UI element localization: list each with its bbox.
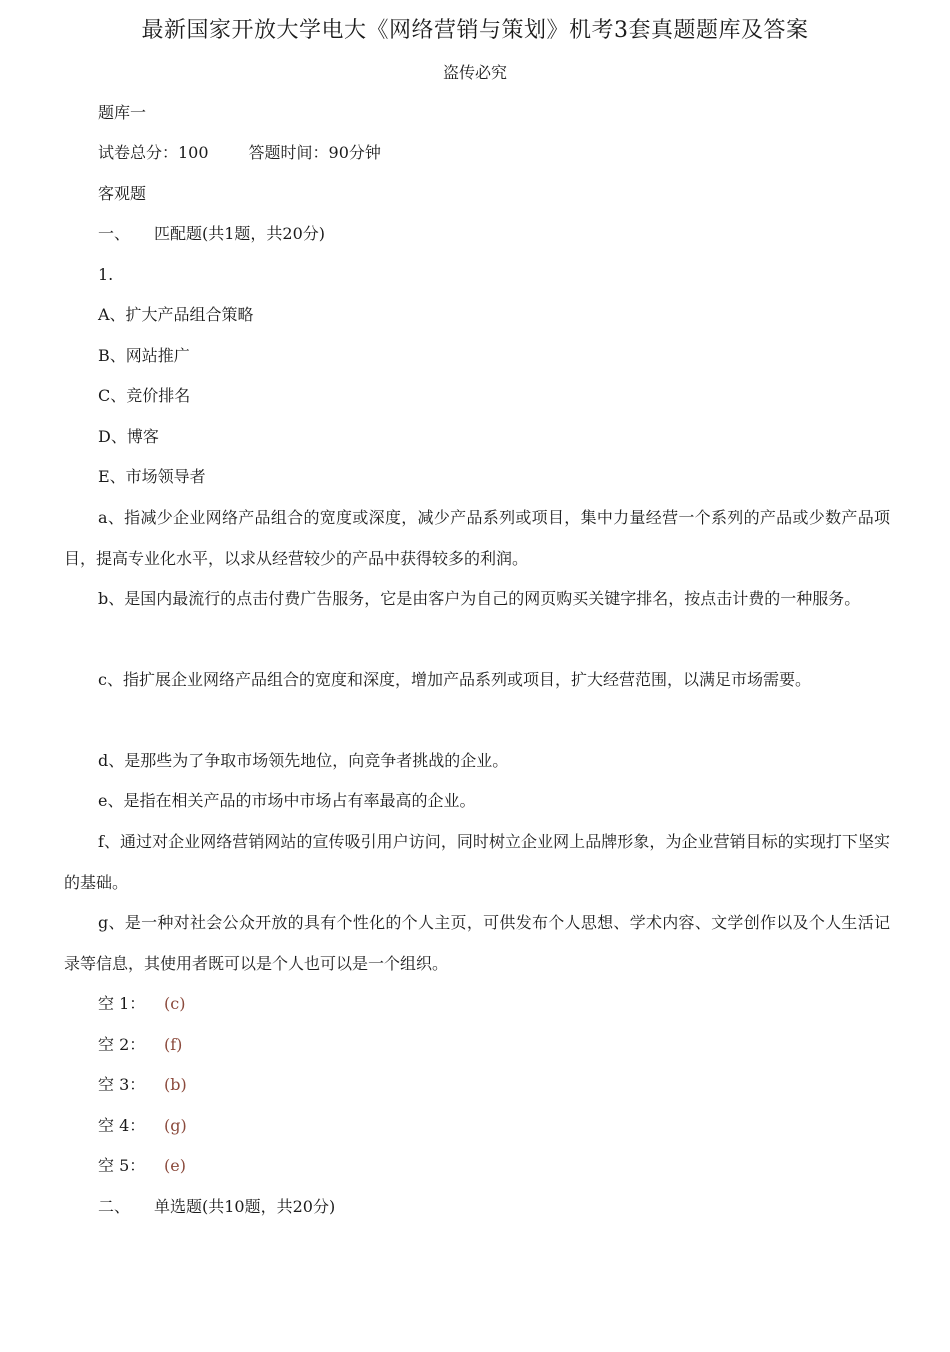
description-g: g、是一种对社会公众开放的具有个性化的个人主页，可供发布个人思想、学术内容、文学创作以及个人生活记录等信息，其使用者既可以是个人也可以是一个组织。	[64, 913, 890, 973]
section-number: 一、	[98, 224, 131, 243]
section-heading-single-choice	[98, 1196, 335, 1218]
option-a: A、扩大产品组合策略	[98, 305, 254, 324]
blank-answer: (e)	[164, 1156, 186, 1175]
objective-label: 客观题	[98, 184, 147, 203]
bank-label: 题库一	[98, 103, 147, 122]
description-c: c、指扩展企业网络产品组合的宽度和深度，增加产品系列或项目，扩大经营范围，以满足市场需要。	[98, 670, 811, 689]
section-number: 二、	[98, 1197, 131, 1216]
exam-time: 答题时间：90分钟	[248, 143, 381, 162]
blank-label: 空 3：	[98, 1075, 146, 1094]
blank-answer: (g)	[164, 1116, 187, 1135]
section-title: 匹配题(共1题，共20分)	[154, 224, 326, 243]
description-a: a、指减少企业网络产品组合的宽度或深度，减少产品系列或项目，集中力量经营一个系列的产品或少数产品项目，提高专业化水平，以求从经营较少的产品中获得较多的利润。	[64, 508, 890, 568]
option-b: B、网站推广	[98, 346, 190, 365]
description-f: f、通过对企业网络营销网站的宣传吸引用户访问，同时树立企业网上品牌形象，为企业营销目标的实现打下坚实的基础。	[64, 832, 890, 892]
blank-answer: (f)	[164, 1035, 183, 1054]
blank-row	[98, 1074, 187, 1096]
description-d: d、是那些为了争取市场领先地位，向竞争者挑战的企业。	[98, 751, 509, 770]
section-heading-matching	[98, 223, 325, 245]
blank-label: 空 4：	[98, 1116, 146, 1135]
description-e: e、是指在相关产品的市场中市场占有率最高的企业。	[98, 791, 476, 810]
document-subtitle: 盗传必究	[442, 63, 507, 82]
blank-row	[98, 993, 185, 1015]
section-title: 单选题(共10题，共20分)	[154, 1197, 336, 1216]
blank-row	[98, 1155, 186, 1177]
blank-row	[98, 1034, 182, 1056]
blank-row	[98, 1115, 187, 1137]
option-e: E、市场领导者	[98, 467, 206, 486]
blank-label: 空 1：	[98, 994, 146, 1013]
description-b: b、是国内最流行的点击付费广告服务，它是由客户为自己的网页购买关键字排名，按点击计费的一种服务。	[98, 589, 861, 608]
total-score: 试卷总分：100	[98, 143, 209, 162]
exam-info	[98, 142, 381, 164]
blank-label: 空 5：	[98, 1156, 146, 1175]
option-c: C、竞价排名	[98, 386, 191, 405]
blank-answer: (b)	[164, 1075, 187, 1094]
question-number: 1.	[98, 265, 114, 284]
option-d: D、博客	[98, 427, 159, 446]
blank-label: 空 2：	[98, 1035, 146, 1054]
document-title: 最新国家开放大学电大《网络营销与策划》机考3套真题题库及答案	[141, 18, 809, 43]
blank-answer: (c)	[164, 994, 186, 1013]
